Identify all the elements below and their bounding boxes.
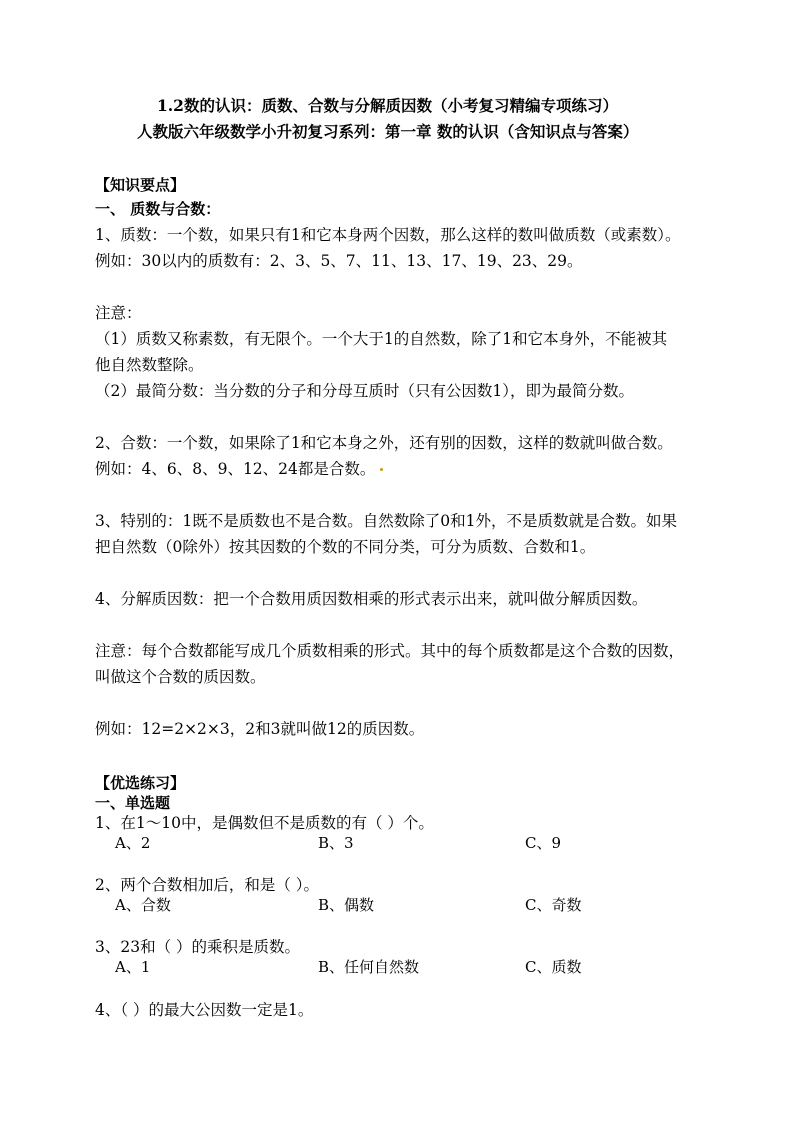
question-2-option-c: C、奇数	[525, 896, 582, 914]
question-3-option-a: A、1	[115, 958, 151, 976]
special-note-line1: 3、特别的：1既不是质数也不是合数。自然数除了0和1外，不是质数就是合数。如果	[95, 512, 677, 530]
question-3: 3、23和（ ）的乘积是质数。	[95, 938, 301, 956]
factorization-note-line1: 注意：每个合数都能写成几个质数相乘的形式。其中的每个质数都是这个合数的因数，	[95, 642, 685, 660]
question-3-option-b: B、任何自然数	[318, 958, 420, 976]
question-1-option-b: B、3	[318, 834, 354, 852]
composite-example: 例如：4、6、8、9、12、24都是合数。	[95, 460, 376, 478]
special-note-line2: 把自然数（0除外）按其因数的个数的不同分类，可分为质数、合数和1。	[95, 538, 596, 556]
prime-definition: 1、质数：一个数，如果只有1和它本身两个因数，那么这样的数叫做质数（或素数）。	[95, 226, 681, 244]
question-1: 1、在1～10中，是偶数但不是质数的有（ ）个。	[95, 814, 434, 832]
note-1-line2: 他自然数整除。	[95, 356, 204, 374]
question-3-option-c: C、质数	[525, 958, 582, 976]
question-1-option-c: C、9	[525, 834, 562, 852]
question-1-option-a: A、2	[115, 834, 151, 852]
composite-definition: 2、合数：一个数，如果除了1和它本身之外，还有别的因数，这样的数就叫做合数。	[95, 434, 673, 452]
factorization-note-line2: 叫做这个合数的质因数。	[95, 668, 266, 686]
doc-title-line2: 人教版六年级数学小升初复习系列：第一章 数的认识（含知识点与答案）	[137, 122, 639, 141]
factorization-example: 例如：12=2×2×3，2和3就叫做12的质因数。	[95, 720, 425, 738]
question-2: 2、两个合数相加后，和是（ ）。	[95, 876, 320, 894]
practice-header: 【优选练习】	[95, 774, 186, 792]
prime-example: 例如：30以内的质数有：2、3、5、7、11、13、17、19、23、29。	[95, 252, 583, 270]
practice-section-title: 一、单选题	[95, 794, 171, 812]
note-1-line1: （1）质数又称素数，有无限个。一个大于1的自然数，除了1和它本身外，不能被其	[95, 330, 668, 348]
question-2-option-b: B、偶数	[318, 896, 375, 914]
knowledge-header: 【知识要点】	[95, 176, 186, 194]
factorization-definition: 4、分解质因数：把一个合数用质因数相乘的形式表示出来，就叫做分解质因数。	[95, 590, 648, 608]
knowledge-section-title: 一、 质数与合数：	[95, 200, 221, 218]
question-4: 4、（ ）的最大公因数一定是1。	[95, 1001, 314, 1019]
note-label: 注意：	[95, 304, 142, 322]
stray-dot	[380, 468, 383, 471]
doc-title-line1: 1.2数的认识：质数、合数与分解质因数（小考复习精编专项练习）	[157, 96, 618, 115]
question-2-option-a: A、合数	[115, 896, 171, 914]
note-2: （2）最简分数：当分数的分子和分母互质时（只有公因数1），即为最简分数。	[95, 382, 634, 400]
